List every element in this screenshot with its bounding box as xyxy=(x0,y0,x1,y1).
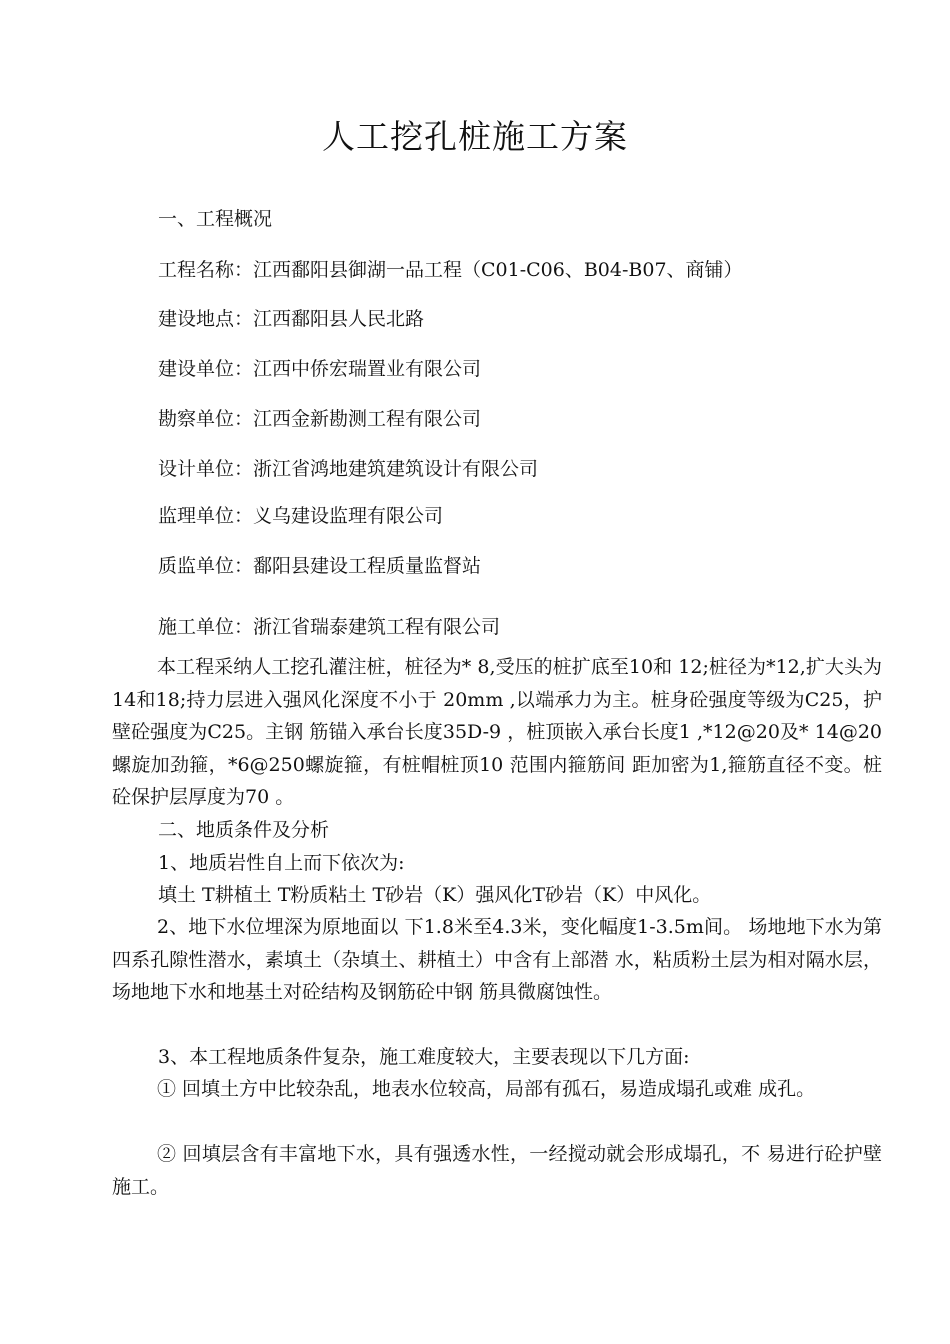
construction-unit-line: 施工单位：浙江省瑞泰建筑工程有限公司 xyxy=(158,616,501,638)
section-heading-overview: 一、工程概况 xyxy=(158,208,273,230)
design-unit-line: 设计单位：浙江省鸿地建筑建筑设计有限公司 xyxy=(158,458,539,480)
pile-description-paragraph: 本工程采纳人工挖孔灌注桩，桩径为* 8,受压的桩扩底至10和 12;桩径为*12,扩大头为14和18;持力层进入强风化深度不小于 20mm ,以端承力为主。桩身砼强度等级为C25，护壁砼强度为C25。主钢 筋锚入承台长度35D-9 ，桩顶嵌入承台长度1 ,*12@20及* 14@20螺旋加劲箍，*6@250螺旋箍，有桩帽桩顶10 范围内箍筋间 距加密为1,箍筋直径不变。桩砼保护层厚度为70 。 xyxy=(112,656,882,808)
geology-item-1-title: 1、地质岩性自上而下依次为: xyxy=(158,852,405,874)
geology-item-3-title: 3、本工程地质条件复杂，施工难度较大，主要表现以下几方面: xyxy=(158,1046,690,1068)
survey-unit-line: 勘察单位：江西金新勘测工程有限公司 xyxy=(158,408,482,430)
quality-supervision-line: 质监单位：鄱阳县建设工程质量监督站 xyxy=(158,555,482,577)
supervision-unit-line: 监理单位：义乌建设监理有限公司 xyxy=(158,505,444,527)
groundwater-paragraph: 2、地下水位埋深为原地面以 下1.8米至4.3米，变化幅度1-3.5m间。 场地地下水为第四系孔隙性潜水，素填土（杂填土、耕植土）中含有上部潜 水，粘质粉土层为相对隔水层，场地地下水和地基土对砼结构及钢筋砼中钢 筋具微腐蚀性。 xyxy=(112,916,882,1003)
owner-line: 建设单位：江西中侨宏瑞置业有限公司 xyxy=(158,358,482,380)
section-heading-geology: 二、地质条件及分析 xyxy=(158,819,330,841)
difficulty-point-1: ① 回填土方中比较杂乱，地表水位较高，局部有孤石，易造成塌孔或难 成孔。 xyxy=(157,1078,816,1100)
geology-layers-line: 填土 T耕植土 T粉质粘土 T砂岩（K）强风化T砂岩（K）中风化。 xyxy=(158,884,712,906)
difficulty-point-2: ② 回填层含有丰富地下水，具有强透水性，一经搅动就会形成塌孔，不 易进行砼护壁施工。 xyxy=(112,1143,882,1198)
page-title: 人工挖孔桩施工方案 xyxy=(322,117,628,156)
project-name-line: 工程名称：江西鄱阳县御湖一品工程（C01-C06、B04-B07、商铺） xyxy=(158,259,743,281)
site-location-line: 建设地点：江西鄱阳县人民北路 xyxy=(158,308,425,330)
